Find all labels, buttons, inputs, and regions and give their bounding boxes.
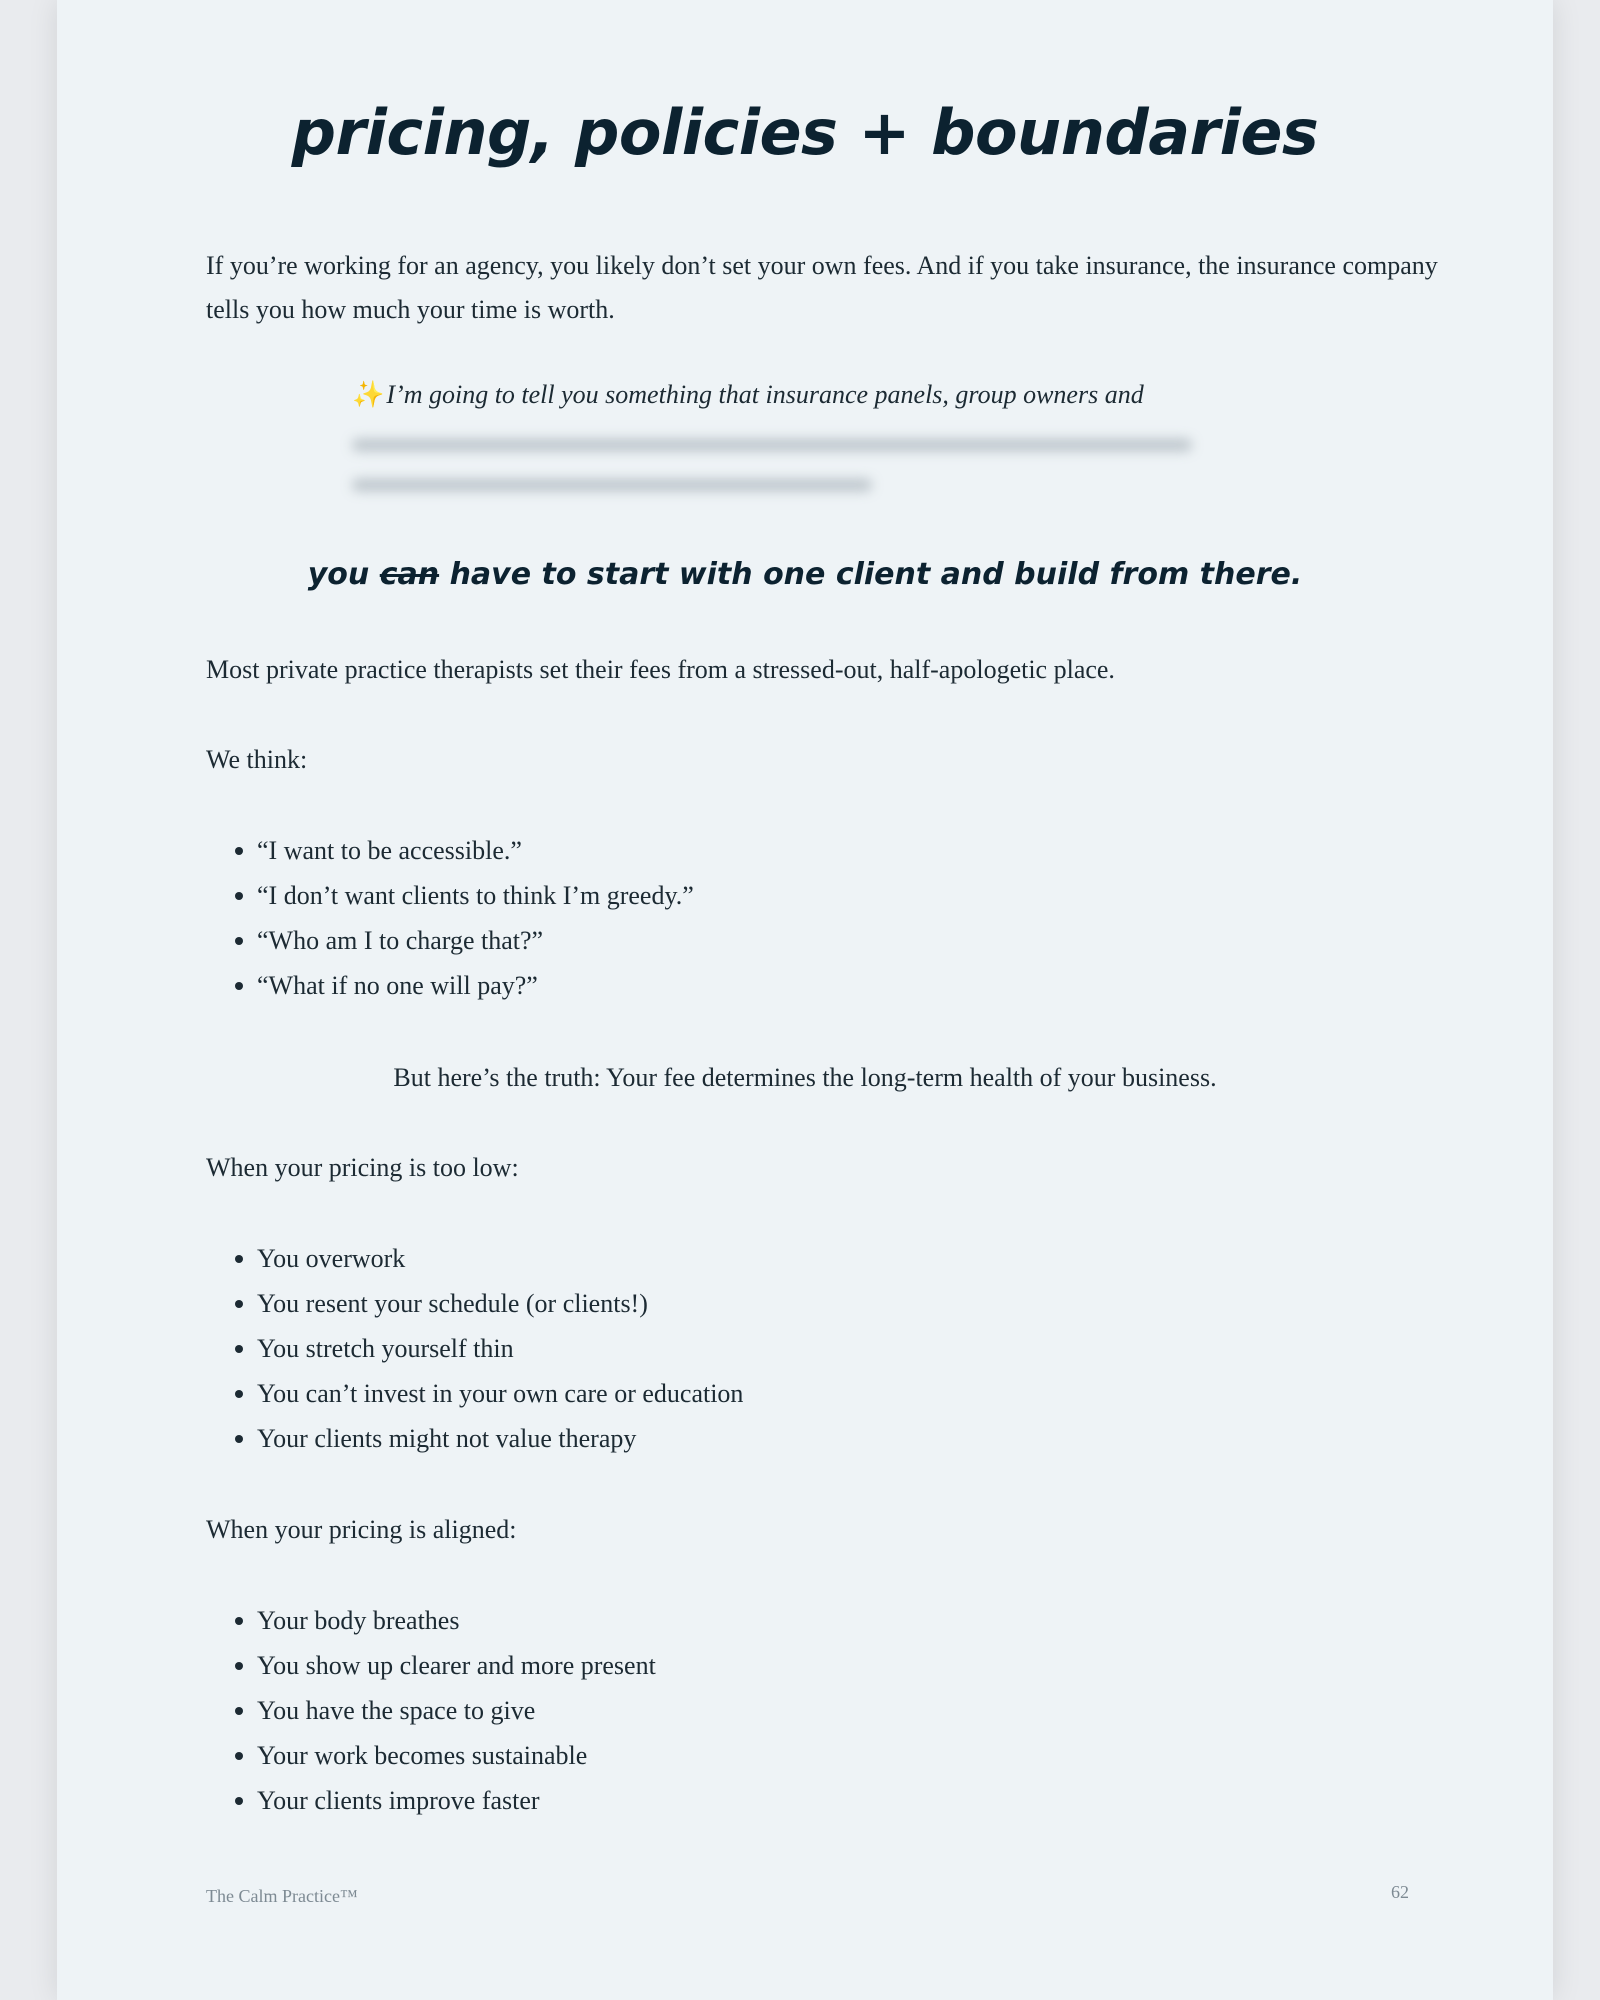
intro-paragraph: If you’re working for an agency, you likely don’t set your own fees. And if you take insurance, the insurance company tells you how much your time is worth. bbox=[206, 251, 1438, 324]
list-item: You have the space to give bbox=[257, 1688, 656, 1733]
document-page bbox=[57, 0, 1553, 2000]
sparkle-icon: ✨ bbox=[352, 380, 385, 409]
list-item: You stretch yourself thin bbox=[257, 1326, 743, 1371]
paragraph-we-think: We think: bbox=[206, 745, 308, 774]
heading-aligned: When your pricing is aligned: bbox=[206, 1515, 517, 1544]
list-item: You can’t invest in your own care or education bbox=[257, 1371, 743, 1416]
list-item: “I don’t want clients to think I’m greedy.” bbox=[257, 873, 694, 918]
list-item: “I want to be accessible.” bbox=[257, 828, 694, 873]
heading-too-low: When your pricing is too low: bbox=[206, 1153, 519, 1182]
paragraph-most-therapists: Most private practice therapists set their fees from a stressed-out, half-apologetic place. bbox=[206, 655, 1115, 684]
page-number: 62 bbox=[1391, 1882, 1409, 1902]
page-title: pricing, policies + boundaries bbox=[291, 96, 1319, 169]
too-low-list bbox=[257, 1236, 743, 1461]
highlight-statement bbox=[57, 557, 1553, 592]
list-item: Your clients might not value therapy bbox=[257, 1416, 743, 1461]
list-item: Your work becomes sustainable bbox=[257, 1733, 656, 1778]
truth-statement: But here’s the truth: Your fee determines the long-term health of your business. bbox=[393, 1063, 1217, 1092]
highlight-struck-word: can bbox=[379, 557, 440, 592]
callout-text: I’m going to tell you something that insurance panels, group owners and bbox=[386, 380, 1144, 409]
list-item: Your body breathes bbox=[257, 1598, 656, 1643]
highlight-rest: have to start with one client and build from there. bbox=[449, 557, 1303, 592]
list-item: You overwork bbox=[257, 1236, 743, 1281]
aligned-list bbox=[257, 1598, 656, 1823]
highlight-prefix: you bbox=[307, 557, 370, 592]
list-item: You show up clearer and more present bbox=[257, 1643, 656, 1688]
list-item: You resent your schedule (or clients!) bbox=[257, 1281, 743, 1326]
callout-quote bbox=[352, 373, 1252, 491]
list-item: “Who am I to charge that?” bbox=[257, 918, 694, 963]
list-item: Your clients improve faster bbox=[257, 1778, 656, 1823]
thoughts-list bbox=[257, 828, 694, 1008]
blurred-text-line bbox=[352, 439, 1192, 451]
blurred-text-line bbox=[352, 479, 872, 491]
list-item: “What if no one will pay?” bbox=[257, 963, 694, 1008]
footer-brand: The Calm Practice™ bbox=[206, 1886, 358, 1906]
